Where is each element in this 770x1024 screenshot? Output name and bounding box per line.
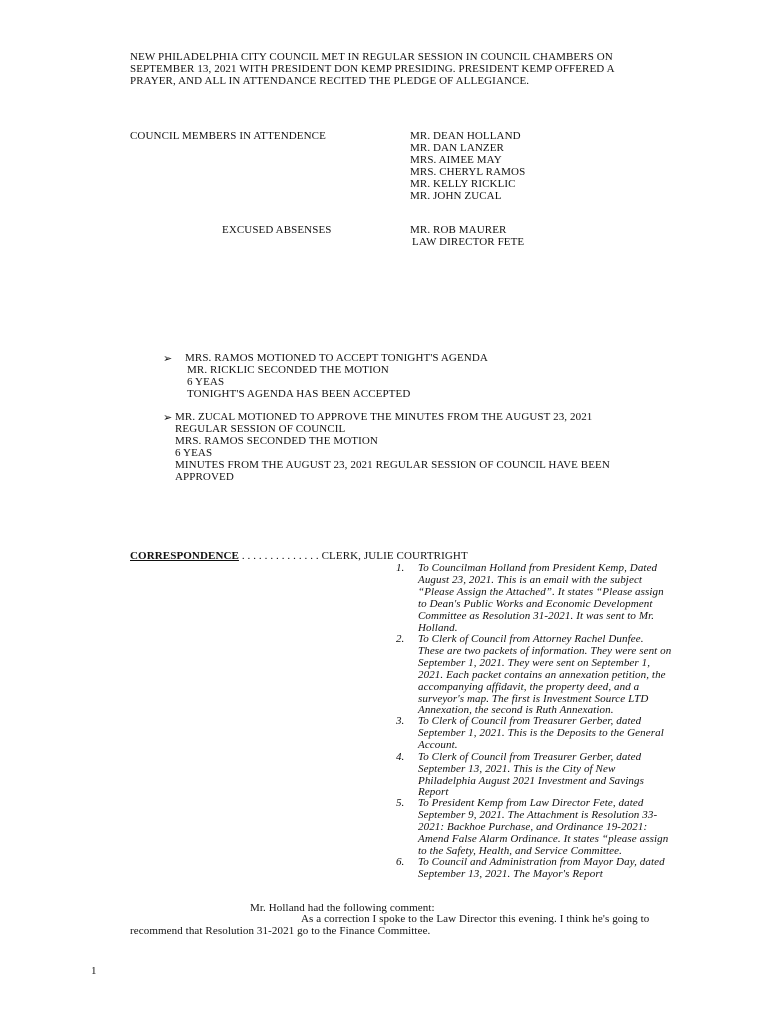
motion-line: APPROVED xyxy=(175,471,234,483)
item-line: Committee as Resolution 31-2021. It was sent to Mr. xyxy=(418,610,655,622)
motion-line: MINUTES FROM THE AUGUST 23, 2021 REGULAR SESSION OF COUNCIL HAVE BEEN xyxy=(175,459,610,471)
excused-member: MR. ROB MAURER xyxy=(410,224,507,236)
item-line: To Clerk of Council from Treasurer Gerber, dated xyxy=(418,715,642,727)
item-line: to the Safety, Health, and Service Committee. xyxy=(418,845,622,857)
item-line: surveyor's map. The first is Investment Source LTD xyxy=(418,693,649,705)
item-line: To Council and Administration from Mayor Day, dated xyxy=(418,856,665,868)
comment-intro: Mr. Holland had the following comment: xyxy=(250,902,435,914)
intro-line-1: NEW PHILADELPHIA CITY COUNCIL MET IN REGULAR SESSION IN COUNCIL CHAMBERS ON xyxy=(130,51,613,63)
motion-line: MRS. RAMOS MOTIONED TO ACCEPT TONIGHT'S AGENDA xyxy=(185,352,488,364)
item-line: To Clerk of Council from Attorney Rachel Dunfee. xyxy=(418,633,644,645)
intro-line-3: PRAYER, AND ALL IN ATTENDANCE RECITED THE PLEDGE OF ALLEGIANCE. xyxy=(130,75,530,87)
intro-line-2: SEPTEMBER 13, 2021 WITH PRESIDENT DON KEMP PRESIDING. PRESIDENT KEMP OFFERED A xyxy=(130,63,615,75)
attendance-member: MRS. CHERYL RAMOS xyxy=(410,166,526,178)
motion-bullet-icon: ➢ xyxy=(163,352,173,365)
item-line: September 1, 2021. They were sent on September 1, xyxy=(418,657,651,669)
item-line: September 13, 2021. This is the City of New xyxy=(418,763,616,775)
item-line: August 23, 2021. This is an email with the subject xyxy=(418,574,643,586)
comment-line-1: As a correction I spoke to the Law Director this evening. I think he's going to xyxy=(301,913,650,925)
motion-line: MRS. RAMOS SECONDED THE MOTION xyxy=(175,435,378,447)
attendance-member: MRS. AIMEE MAY xyxy=(410,154,502,166)
item-number: 2. xyxy=(396,633,405,645)
item-number: 5. xyxy=(396,797,405,809)
page-number: 1 xyxy=(91,965,97,977)
motion-line: REGULAR SESSION OF COUNCIL xyxy=(175,423,346,435)
item-number: 1. xyxy=(396,562,405,574)
attendance-member: MR. JOHN ZUCAL xyxy=(410,190,502,202)
excused-member: LAW DIRECTOR FETE xyxy=(412,236,525,248)
item-line: Account. xyxy=(418,739,458,751)
item-number: 6. xyxy=(396,856,405,868)
motion-line: 6 YEAS xyxy=(175,447,213,459)
item-number: 4. xyxy=(396,751,405,763)
attendance-member: MR. KELLY RICKLIC xyxy=(410,178,516,190)
motion-line: MR. ZUCAL MOTIONED TO APPROVE THE MINUTES FROM THE AUGUST 23, 2021 xyxy=(175,411,593,423)
item-line: September 1, 2021. This is the Deposits to the General xyxy=(418,727,664,739)
correspondence-heading: CORRESPONDENCE xyxy=(130,550,239,562)
item-line: 2021. Each packet contains an annexation petition, the xyxy=(418,669,666,681)
attendance-member: MR. DAN LANZER xyxy=(410,142,504,154)
item-line: These are two packets of information. They were sent on xyxy=(418,645,672,657)
item-line: To President Kemp from Law Director Fete, dated xyxy=(418,797,644,809)
attendance-member: MR. DEAN HOLLAND xyxy=(410,130,521,142)
motion-line: MR. RICKLIC SECONDED THE MOTION xyxy=(187,364,389,376)
item-line: September 13, 2021. The Mayor's Report xyxy=(418,868,603,880)
item-line: “Please Assign the Attached”. It states “Please assign xyxy=(418,586,664,598)
excused-label: EXCUSED ABSENSES xyxy=(222,224,332,236)
motion-line: TONIGHT'S AGENDA HAS BEEN ACCEPTED xyxy=(187,388,411,400)
correspondence-clerk: . . . . . . . . . . . . . . CLERK, JULIE COURTRIGHT xyxy=(238,550,468,562)
item-line: 2021: Backhoe Purchase, and Ordinance 19-2021: xyxy=(418,821,648,833)
item-line: Annexation, the second is Ruth Annexation. xyxy=(418,704,614,716)
item-number: 3. xyxy=(396,715,405,727)
motion-bullet-icon: ➢ xyxy=(163,411,173,424)
comment-line-2: recommend that Resolution 31-2021 go to the Finance Committee. xyxy=(130,925,431,937)
item-line: Report xyxy=(418,786,449,798)
motion-line: 6 YEAS xyxy=(187,376,225,388)
item-line: Philadelphia August 2021 Investment and Savings xyxy=(418,775,644,787)
item-line: To Councilman Holland from President Kemp, Dated xyxy=(418,562,658,574)
item-line: accompanying affidavit, the property deed, and a xyxy=(418,681,640,693)
attendance-label: COUNCIL MEMBERS IN ATTENDENCE xyxy=(130,130,326,142)
item-line: Amend False Alarm Ordinance. It states “please assign xyxy=(418,833,669,845)
item-line: Holland. xyxy=(418,622,458,634)
item-line: September 9, 2021. The Attachment is Resolution 33- xyxy=(418,809,658,821)
item-line: To Clerk of Council from Treasurer Gerber, dated xyxy=(418,751,642,763)
item-line: to Dean's Public Works and Economic Development xyxy=(418,598,653,610)
